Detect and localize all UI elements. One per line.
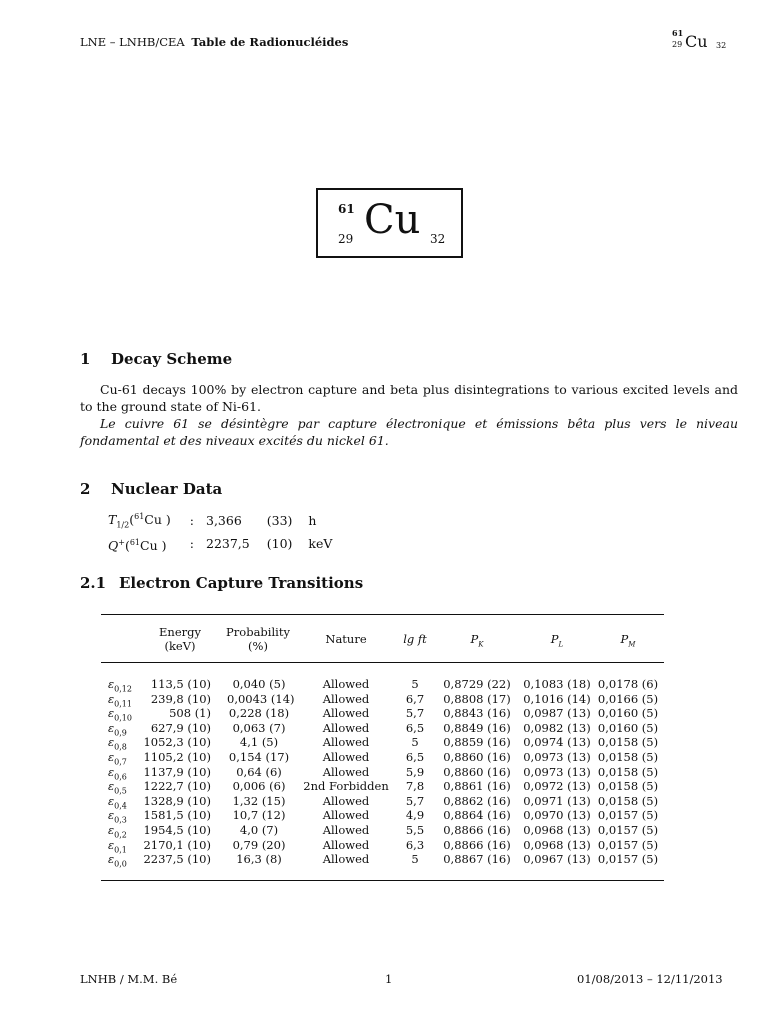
table-header-rule xyxy=(101,662,664,663)
pm-cell: 0,0178 (6) xyxy=(597,677,659,691)
header-nature: Nature xyxy=(325,632,367,646)
pk-cell: 0,8729 (22) xyxy=(443,677,511,691)
probability-cell: 1,32 (15) xyxy=(232,793,286,808)
colon: : xyxy=(189,513,194,529)
pk-cell: 0,8808 (17) xyxy=(443,691,511,706)
pm-cell: 0,0160 (5) xyxy=(597,720,659,735)
half-life-value: 3,366 xyxy=(206,513,242,529)
pl-cell: 0,0968 (13) xyxy=(523,837,591,852)
pm-cell: 0,0166 (5) xyxy=(597,691,659,706)
energy-cell: 2170,1 (10) xyxy=(143,837,211,852)
probability-cell: 16,3 (8) xyxy=(236,852,282,867)
energy-cell: 239,8 (10) xyxy=(150,691,211,706)
decay-text-fr: Le cuivre 61 se désintègre par capture électronique et émissions bêta plus vers le niveau fondamental et des niveaux excités du nickel 61. xyxy=(80,416,738,448)
energy-cell: 1581,5 (10) xyxy=(143,808,211,823)
pm-cell: 0,0158 (5) xyxy=(597,749,659,764)
probability-cell: 0,228 (18) xyxy=(228,706,290,721)
colon: : xyxy=(189,536,194,552)
nuclide-n: 32 xyxy=(430,232,446,246)
q-value-row xyxy=(108,534,339,554)
nuclide-box xyxy=(316,188,463,258)
section-decay-scheme-heading xyxy=(80,350,232,368)
header-lgft: lg ft xyxy=(403,632,427,646)
header-energy: Energy (keV) xyxy=(159,625,201,653)
energy-cell: 1954,5 (10) xyxy=(143,822,211,837)
nature-cell: Allowed xyxy=(322,852,370,867)
lgft-cell: 5,9 xyxy=(405,764,425,779)
probability-cell: 0,0043 (14) xyxy=(227,691,295,706)
table-row xyxy=(101,838,664,853)
probability-cell: 0,040 (5) xyxy=(232,677,286,691)
table-row xyxy=(101,692,664,707)
pl-cell: 0,0973 (13) xyxy=(523,764,591,779)
lgft-cell: 6,7 xyxy=(405,691,425,706)
header-nuclide-mass: 61 xyxy=(672,28,684,38)
pl-cell: 0,0987 (13) xyxy=(523,706,591,721)
pk-cell: 0,8866 (16) xyxy=(443,837,511,852)
pk-cell: 0,8867 (16) xyxy=(443,852,511,867)
energy-cell: 1328,9 (10) xyxy=(143,793,211,808)
lgft-cell: 4,9 xyxy=(405,808,425,823)
transition-label: $\varepsilon_{0,10}$ xyxy=(108,706,132,723)
ec-transition-rows xyxy=(101,677,664,867)
section-number: 1 xyxy=(80,350,91,368)
section-ec-heading xyxy=(80,574,363,592)
lgft-cell: 7,8 xyxy=(405,779,425,794)
table-row xyxy=(101,677,664,692)
energy-cell: 1105,2 (10) xyxy=(143,749,211,764)
half-life-unit: h xyxy=(308,513,317,529)
probability-cell: 10,7 (12) xyxy=(232,808,286,823)
table-row xyxy=(101,765,664,780)
nature-cell: Allowed xyxy=(322,691,370,706)
pk-cell: 0,8864 (16) xyxy=(443,808,511,823)
nature-cell: Allowed xyxy=(322,735,370,750)
section-title: Decay Scheme xyxy=(111,350,233,368)
pk-cell: 0,8849 (16) xyxy=(443,720,511,735)
nature-cell: Allowed xyxy=(322,706,370,721)
probability-cell: 0,64 (6) xyxy=(236,764,282,779)
nature-cell: 2nd Forbidden xyxy=(303,779,389,794)
table-row xyxy=(101,794,664,809)
half-life-uncertainty: (33) xyxy=(266,513,293,529)
lgft-cell: 5 xyxy=(411,735,419,750)
transition-label: $\varepsilon_{0,11}$ xyxy=(108,691,132,708)
nature-cell: Allowed xyxy=(322,808,370,823)
header-nuclide-z: 29 xyxy=(672,40,683,49)
pm-cell: 0,0158 (5) xyxy=(597,779,659,794)
pl-cell: 0,0972 (13) xyxy=(523,779,591,794)
nature-cell: Allowed xyxy=(322,764,370,779)
energy-cell: 1052,3 (10) xyxy=(143,735,211,750)
pk-cell: 0,8860 (16) xyxy=(443,749,511,764)
table-row xyxy=(101,706,664,721)
pm-cell: 0,0158 (5) xyxy=(597,764,659,779)
pk-cell: 0,8843 (16) xyxy=(443,706,511,721)
transition-label: $\varepsilon_{0,8}$ xyxy=(108,735,127,752)
nuclide-mass: 61 xyxy=(338,202,355,216)
q-value-value: 2237,5 xyxy=(206,536,250,552)
pl-cell: 0,1016 (14) xyxy=(523,691,591,706)
probability-cell: 0,154 (17) xyxy=(228,749,290,764)
pm-cell: 0,0160 (5) xyxy=(597,706,659,721)
q-value-uncertainty: (10) xyxy=(266,536,293,552)
probability-cell: 4,1 (5) xyxy=(239,735,279,750)
pk-cell: 0,8860 (16) xyxy=(443,764,511,779)
transition-label: $\varepsilon_{0,7}$ xyxy=(108,749,127,767)
nuclide-z: 29 xyxy=(338,232,354,246)
energy-cell: 508 (1) xyxy=(169,706,211,721)
header-probability: Probability (%) xyxy=(226,625,290,653)
nature-cell: Allowed xyxy=(322,749,370,764)
transition-label: $\varepsilon_{0,3}$ xyxy=(108,808,127,825)
pl-cell: 0,0967 (13) xyxy=(523,852,591,867)
pk-cell: 0,8859 (16) xyxy=(443,735,511,750)
lgft-cell: 5 xyxy=(411,677,419,691)
probability-cell: 4,0 (7) xyxy=(239,822,279,837)
section-title: Nuclear Data xyxy=(111,480,223,498)
pm-cell: 0,0157 (5) xyxy=(597,808,659,823)
pk-cell: 0,8861 (16) xyxy=(443,779,511,794)
decay-scheme-text xyxy=(80,381,738,449)
energy-cell: 2237,5 (10) xyxy=(143,852,211,867)
table-row xyxy=(101,823,664,838)
header-pk: $P_K$ xyxy=(470,632,484,649)
pm-cell: 0,0158 (5) xyxy=(597,793,659,808)
pl-cell: 0,0973 (13) xyxy=(523,749,591,764)
transition-label: $\varepsilon_{0,4}$ xyxy=(108,793,127,811)
energy-cell: 1222,7 (10) xyxy=(143,779,211,794)
pl-cell: 0,0982 (13) xyxy=(523,720,591,735)
energy-cell: 1137,9 (10) xyxy=(143,764,211,779)
pl-cell: 0,0970 (13) xyxy=(523,808,591,823)
header-lab: LNE – LNHB/CEA xyxy=(80,35,185,49)
table-row xyxy=(101,735,664,750)
table-row xyxy=(101,808,664,823)
energy-cell: 627,9 (10) xyxy=(150,720,211,735)
lgft-cell: 6,3 xyxy=(405,837,425,852)
transition-label: $\varepsilon_{0,9}$ xyxy=(108,720,127,738)
header-nuclide xyxy=(672,28,732,56)
lgft-cell: 5,5 xyxy=(405,822,425,837)
nature-cell: Allowed xyxy=(322,822,370,837)
pl-cell: 0,0974 (13) xyxy=(523,735,591,750)
header-nuclide-n: 32 xyxy=(716,41,727,50)
table-row xyxy=(101,750,664,765)
probability-cell: 0,79 (20) xyxy=(232,837,286,852)
pl-cell: 0,0971 (13) xyxy=(523,793,591,808)
lgft-cell: 6,5 xyxy=(405,720,425,735)
energy-cell: 113,5 (10) xyxy=(150,677,211,691)
lgft-cell: 6,5 xyxy=(405,749,425,764)
lgft-cell: 5,7 xyxy=(405,706,425,721)
probability-cell: 0,063 (7) xyxy=(232,720,286,735)
pm-cell: 0,0157 (5) xyxy=(597,852,659,867)
section-number: 2 xyxy=(80,480,91,498)
q-value-label: Q+($^{61}$Cu ) xyxy=(108,537,167,553)
table-top-rule xyxy=(101,614,664,615)
header-pm: $P_M$ xyxy=(620,632,636,649)
nature-cell: Allowed xyxy=(322,720,370,735)
transition-label: $\varepsilon_{0,5}$ xyxy=(108,779,127,796)
section-nuclear-data-heading xyxy=(80,480,222,498)
pl-cell: 0,0968 (13) xyxy=(523,822,591,837)
transition-label: $\varepsilon_{0,1}$ xyxy=(108,837,127,854)
table-bottom-rule xyxy=(101,880,664,881)
transition-label: $\varepsilon_{0,12}$ xyxy=(108,677,132,694)
footer-dates: 01/08/2013 – 12/11/2013 xyxy=(577,972,723,986)
half-life-row xyxy=(108,508,339,534)
header-pl: $P_L$ xyxy=(550,632,564,649)
section-title: Electron Capture Transitions xyxy=(119,574,364,592)
footer-author: LNHB / M.M. Bé xyxy=(80,972,178,986)
table-row xyxy=(101,852,664,867)
pm-cell: 0,0158 (5) xyxy=(597,735,659,750)
header-nuclide-symbol: Cu xyxy=(685,32,708,51)
pk-cell: 0,8866 (16) xyxy=(443,822,511,837)
nuclear-data-table xyxy=(108,508,339,554)
table-row xyxy=(101,779,664,794)
table-row xyxy=(101,721,664,736)
lgft-cell: 5,7 xyxy=(405,793,425,808)
probability-cell: 0,006 (6) xyxy=(232,779,286,794)
half-life-label: $T_{1/2}(^{61}Cu$ ) xyxy=(108,512,171,530)
running-header xyxy=(80,35,348,49)
footer-page-number: 1 xyxy=(385,972,393,986)
section-number: 2.1 xyxy=(80,574,107,592)
pl-cell: 0,1083 (18) xyxy=(523,677,591,691)
nature-cell: Allowed xyxy=(322,837,370,852)
lgft-cell: 5 xyxy=(411,852,419,867)
nuclide-symbol: Cu xyxy=(364,197,421,243)
transition-label: $\varepsilon_{0,0}$ xyxy=(108,852,127,869)
transition-label: $\varepsilon_{0,6}$ xyxy=(108,764,127,781)
header-title: Table de Radionucléides xyxy=(191,35,349,49)
nature-cell: Allowed xyxy=(322,793,370,808)
pk-cell: 0,8862 (16) xyxy=(443,793,511,808)
nature-cell: Allowed xyxy=(322,677,370,691)
decay-text-en: Cu-61 decays 100% by electron capture and beta plus disintegrations to various excited levels and to the ground state of Ni-61. xyxy=(80,382,738,414)
pm-cell: 0,0157 (5) xyxy=(597,822,659,837)
pm-cell: 0,0157 (5) xyxy=(597,837,659,852)
q-value-unit: keV xyxy=(308,536,333,552)
transition-label: $\varepsilon_{0,2}$ xyxy=(108,822,127,840)
